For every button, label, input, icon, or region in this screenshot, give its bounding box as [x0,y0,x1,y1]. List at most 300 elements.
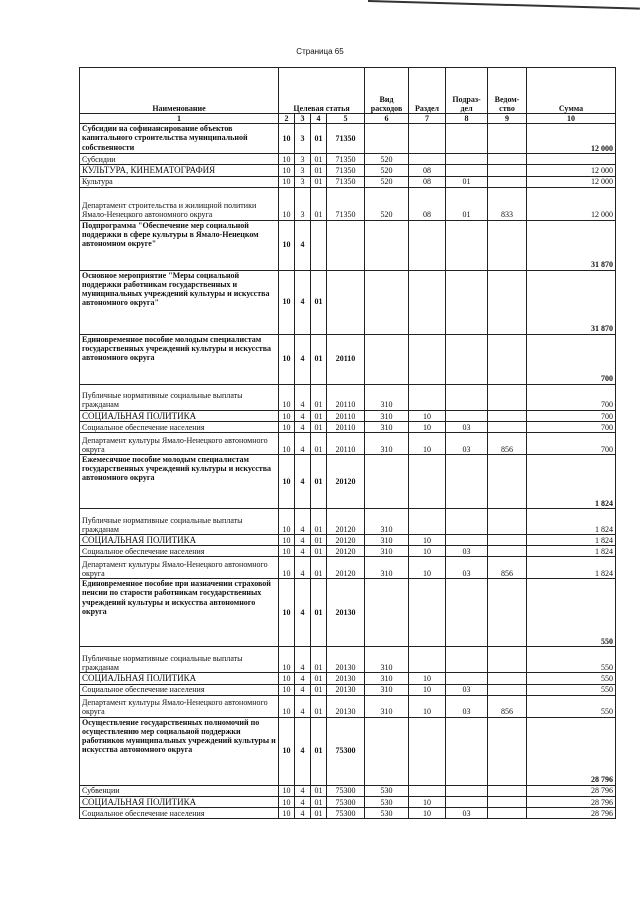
department-code: 856 [488,695,527,717]
row-name: Подпрограмма "Обеспечение мер социальной поддержки в сфере культуры в Ямало-Ненецком автономном округе" [80,220,279,270]
target-code-4: 20110 [327,421,365,432]
target-code-3: 01 [311,796,327,807]
row-sum: 12 000 [527,165,616,176]
section-code [409,270,446,334]
row-sum [527,154,616,165]
target-code-3: 01 [311,647,327,673]
target-code-3: 01 [311,334,327,384]
row-name: Единовременное пособие при назначении страховой пенсии по старости работникам государственных учреждений культуры и искусства автономного округа [80,579,279,647]
row-sum: 550 [527,647,616,673]
target-code-4: 20130 [327,695,365,717]
table-row [80,534,616,545]
target-code-2: 3 [295,154,311,165]
department-code: 856 [488,557,527,579]
section-code [409,717,446,785]
section-code: 10 [409,432,446,454]
table-row [80,410,616,421]
target-code-2: 4 [295,717,311,785]
row-name: Социальное обеспечение населения [80,684,279,695]
target-code-2: 4 [295,534,311,545]
subsection-code: 03 [446,432,488,454]
target-code-1: 10 [279,421,295,432]
target-code-2: 4 [295,270,311,334]
target-code-1: 10 [279,796,295,807]
row-name: Публичные нормативные социальные выплаты гражданам [80,384,279,410]
target-code-1: 10 [279,807,295,818]
department-code [488,270,527,334]
subsection-code [446,220,488,270]
expense-type: 310 [365,410,409,421]
expense-type [365,717,409,785]
target-code-1: 10 [279,454,295,508]
budget-table [79,67,616,819]
section-code [409,579,446,647]
row-name: Департамент культуры Ямало-Ненецкого автономного округа [80,695,279,717]
department-code [488,421,527,432]
row-sum: 31 870 [527,270,616,334]
col-number: 4 [311,114,327,124]
header-department: Ведом-ство [488,68,527,114]
header-target: Целевая статья [279,68,365,114]
department-code [488,508,527,534]
department-code [488,717,527,785]
target-code-2: 4 [295,334,311,384]
section-code: 10 [409,807,446,818]
row-sum: 1 824 [527,454,616,508]
col-number: 2 [279,114,295,124]
target-code-2: 4 [295,807,311,818]
subsection-code: 01 [446,187,488,220]
target-code-1: 10 [279,557,295,579]
expense-type: 310 [365,673,409,684]
section-code [409,220,446,270]
target-code-2: 4 [295,684,311,695]
target-code-2: 4 [295,557,311,579]
row-sum: 700 [527,421,616,432]
target-code-4: 71350 [327,176,365,187]
row-sum: 550 [527,684,616,695]
col-number: 5 [327,114,365,124]
department-code [488,176,527,187]
expense-type: 310 [365,421,409,432]
table-row [80,421,616,432]
target-code-1: 10 [279,220,295,270]
expense-type [365,220,409,270]
subsection-code [446,454,488,508]
row-name: Субвенции [80,785,279,796]
target-code-4: 20120 [327,546,365,557]
subsection-code: 03 [446,557,488,579]
target-code-3: 01 [311,717,327,785]
subsection-code [446,534,488,545]
table-row [80,546,616,557]
section-code [409,154,446,165]
target-code-3: 01 [311,508,327,534]
col-number: 9 [488,114,527,124]
target-code-3 [311,220,327,270]
target-code-1: 10 [279,508,295,534]
table-row [80,579,616,647]
row-name: Культура [80,176,279,187]
header-sum: Сумма [527,68,616,114]
row-sum: 1 824 [527,557,616,579]
target-code-2: 4 [295,454,311,508]
table-row [80,454,616,508]
target-code-4: 20110 [327,432,365,454]
row-name: Социальное обеспечение населения [80,807,279,818]
section-code: 08 [409,165,446,176]
subsection-code [446,579,488,647]
table-row [80,796,616,807]
target-code-4: 75300 [327,796,365,807]
col-number: 8 [446,114,488,124]
row-name: Социальное обеспечение населения [80,421,279,432]
target-code-2: 4 [295,796,311,807]
row-name: Субсидии [80,154,279,165]
table-row [80,673,616,684]
target-code-1: 10 [279,785,295,796]
department-code: 833 [488,187,527,220]
subsection-code: 03 [446,421,488,432]
subsection-code: 03 [446,546,488,557]
scan-edge-line [368,0,640,10]
row-name: КУЛЬТУРА, КИНЕМАТОГРАФИЯ [80,165,279,176]
row-sum: 28 796 [527,807,616,818]
section-code [409,384,446,410]
section-code: 10 [409,421,446,432]
expense-type: 310 [365,546,409,557]
table-row [80,557,616,579]
table-row [80,647,616,673]
target-code-1: 10 [279,154,295,165]
target-code-3: 01 [311,695,327,717]
target-code-3: 01 [311,557,327,579]
row-sum: 31 870 [527,220,616,270]
expense-type: 310 [365,384,409,410]
subsection-code [446,508,488,534]
section-code: 10 [409,410,446,421]
table-row [80,695,616,717]
subsection-code [446,270,488,334]
target-code-3: 01 [311,165,327,176]
department-code [488,334,527,384]
section-code: 10 [409,796,446,807]
table-row [80,432,616,454]
department-code [488,796,527,807]
target-code-2: 4 [295,546,311,557]
target-code-1: 10 [279,270,295,334]
department-code [488,684,527,695]
target-code-1: 10 [279,384,295,410]
column-number-row [80,114,616,124]
row-sum: 12 000 [527,187,616,220]
table-row [80,187,616,220]
subsection-code [446,717,488,785]
target-code-3: 01 [311,454,327,508]
expense-type: 310 [365,647,409,673]
target-code-2: 4 [295,421,311,432]
department-code [488,534,527,545]
row-sum: 28 796 [527,796,616,807]
subsection-code [446,334,488,384]
target-code-1: 10 [279,165,295,176]
section-code [409,647,446,673]
expense-type: 520 [365,187,409,220]
target-code-4: 75300 [327,807,365,818]
target-code-2: 4 [295,220,311,270]
target-code-2: 3 [295,124,311,154]
target-code-1: 10 [279,717,295,785]
row-name: Единовременное пособие молодым специалистам государственных учреждений культуры и искусства автономного округа [80,334,279,384]
expense-type: 530 [365,796,409,807]
row-sum: 28 796 [527,785,616,796]
subsection-code [446,165,488,176]
header-subsection: Подраз-дел [446,68,488,114]
target-code-1: 10 [279,673,295,684]
target-code-2: 3 [295,165,311,176]
header-name: Наименование [80,68,279,114]
department-code [488,124,527,154]
target-code-3: 01 [311,579,327,647]
department-code: 856 [488,432,527,454]
row-name: Осуществление государственных полномочий по осуществлению мер социальной поддержки работников муниципальных учреждений культуры и искусства автономного округа [80,717,279,785]
target-code-1: 10 [279,187,295,220]
table-row [80,807,616,818]
target-code-4: 71350 [327,187,365,220]
row-name: СОЦИАЛЬНАЯ ПОЛИТИКА [80,796,279,807]
subsection-code [446,124,488,154]
expense-type [365,579,409,647]
target-code-4: 20120 [327,557,365,579]
target-code-1: 10 [279,176,295,187]
row-sum: 700 [527,432,616,454]
col-number: 1 [80,114,279,124]
target-code-3: 01 [311,421,327,432]
target-code-3: 01 [311,785,327,796]
target-code-1: 10 [279,695,295,717]
subsection-code [446,785,488,796]
section-code: 08 [409,187,446,220]
target-code-3: 01 [311,807,327,818]
target-code-2: 4 [295,785,311,796]
row-name: Ежемесячное пособие молодым специалистам государственных учреждений культуры и искусства автономного округа [80,454,279,508]
table-row [80,384,616,410]
row-sum: 1 824 [527,546,616,557]
row-name: СОЦИАЛЬНАЯ ПОЛИТИКА [80,534,279,545]
target-code-2: 4 [295,695,311,717]
table-row [80,154,616,165]
table-row [80,785,616,796]
target-code-4 [327,220,365,270]
department-code [488,785,527,796]
subsection-code [446,410,488,421]
row-name: Социальное обеспечение населения [80,546,279,557]
target-code-2: 4 [295,647,311,673]
subsection-code: 03 [446,807,488,818]
target-code-3: 01 [311,410,327,421]
target-code-1: 10 [279,124,295,154]
target-code-3: 01 [311,673,327,684]
expense-type: 530 [365,807,409,818]
header-section: Раздел [409,68,446,114]
target-code-3: 01 [311,154,327,165]
target-code-1: 10 [279,579,295,647]
target-code-4: 75300 [327,717,365,785]
row-name: Основное мероприятие "Меры социальной поддержки работникам государственных и муниципальных учреждений культуры и искусства автономного округа" [80,270,279,334]
table-row [80,124,616,154]
expense-type: 310 [365,508,409,534]
table-row [80,220,616,270]
section-code: 10 [409,684,446,695]
expense-type: 310 [365,684,409,695]
expense-type [365,454,409,508]
row-sum: 550 [527,673,616,684]
section-code [409,454,446,508]
target-code-2: 4 [295,508,311,534]
section-code [409,508,446,534]
row-name: СОЦИАЛЬНАЯ ПОЛИТИКА [80,410,279,421]
subsection-code [446,647,488,673]
target-code-4: 71350 [327,124,365,154]
col-number: 7 [409,114,446,124]
page-label: Страница 65 [296,47,344,56]
subsection-code [446,154,488,165]
row-name: Публичные нормативные социальные выплаты гражданам [80,647,279,673]
header-type: Вид расходов [365,68,409,114]
table-row [80,717,616,785]
section-code: 08 [409,176,446,187]
target-code-4: 20130 [327,579,365,647]
header-row [80,68,616,114]
table-row [80,334,616,384]
section-code: 10 [409,546,446,557]
section-code: 10 [409,557,446,579]
target-code-2: 4 [295,410,311,421]
col-number: 6 [365,114,409,124]
expense-type: 310 [365,534,409,545]
target-code-4: 20130 [327,673,365,684]
target-code-4 [327,270,365,334]
row-sum: 28 796 [527,717,616,785]
target-code-4: 71350 [327,154,365,165]
department-code [488,673,527,684]
col-number: 3 [295,114,311,124]
target-code-4: 20130 [327,684,365,695]
target-code-4: 20130 [327,647,365,673]
target-code-2: 4 [295,432,311,454]
expense-type: 310 [365,695,409,717]
row-sum: 550 [527,695,616,717]
subsection-code: 01 [446,176,488,187]
row-name: Департамент культуры Ямало-Ненецкого автономного округа [80,432,279,454]
table-body [80,124,616,819]
target-code-3: 01 [311,546,327,557]
subsection-code [446,673,488,684]
target-code-3: 01 [311,684,327,695]
target-code-1: 10 [279,684,295,695]
target-code-3: 01 [311,124,327,154]
target-code-4: 71350 [327,165,365,176]
row-name: Публичные нормативные социальные выплаты гражданам [80,508,279,534]
target-code-4: 20110 [327,410,365,421]
department-code [488,546,527,557]
department-code [488,165,527,176]
target-code-1: 10 [279,410,295,421]
department-code [488,154,527,165]
row-sum: 1 824 [527,508,616,534]
department-code [488,647,527,673]
expense-type: 530 [365,785,409,796]
row-name: Субсидии на софинансирование объектов капитального строительства муниципальной собственности [80,124,279,154]
expense-type: 520 [365,176,409,187]
target-code-1: 10 [279,334,295,384]
target-code-1: 10 [279,534,295,545]
expense-type [365,334,409,384]
row-sum: 700 [527,384,616,410]
section-code [409,785,446,796]
row-name: Департамент культуры Ямало-Ненецкого автономного округа [80,557,279,579]
subsection-code: 03 [446,695,488,717]
target-code-2: 4 [295,579,311,647]
department-code [488,410,527,421]
table-row [80,165,616,176]
target-code-2: 3 [295,176,311,187]
row-sum: 12 000 [527,124,616,154]
target-code-3: 01 [311,270,327,334]
target-code-2: 4 [295,384,311,410]
target-code-3: 01 [311,384,327,410]
expense-type: 310 [365,432,409,454]
target-code-4: 20120 [327,534,365,545]
section-code [409,334,446,384]
row-name: СОЦИАЛЬНАЯ ПОЛИТИКА [80,673,279,684]
expense-type: 310 [365,557,409,579]
department-code [488,454,527,508]
row-sum: 700 [527,334,616,384]
department-code [488,807,527,818]
department-code [488,384,527,410]
section-code: 10 [409,673,446,684]
section-code: 10 [409,695,446,717]
expense-type [365,270,409,334]
subsection-code [446,384,488,410]
target-code-2: 3 [295,187,311,220]
target-code-4: 20110 [327,334,365,384]
target-code-4: 75300 [327,785,365,796]
expense-type: 520 [365,165,409,176]
target-code-4: 20110 [327,384,365,410]
table-row [80,176,616,187]
department-code [488,579,527,647]
row-sum: 550 [527,579,616,647]
col-number: 10 [527,114,616,124]
target-code-2: 4 [295,673,311,684]
row-sum: 1 824 [527,534,616,545]
table-row [80,684,616,695]
subsection-code: 03 [446,684,488,695]
expense-type [365,124,409,154]
target-code-3: 01 [311,534,327,545]
target-code-4: 20120 [327,454,365,508]
target-code-3: 01 [311,432,327,454]
row-sum: 700 [527,410,616,421]
target-code-3: 01 [311,176,327,187]
target-code-4: 20120 [327,508,365,534]
subsection-code [446,796,488,807]
section-code [409,124,446,154]
target-code-1: 10 [279,647,295,673]
department-code [488,220,527,270]
